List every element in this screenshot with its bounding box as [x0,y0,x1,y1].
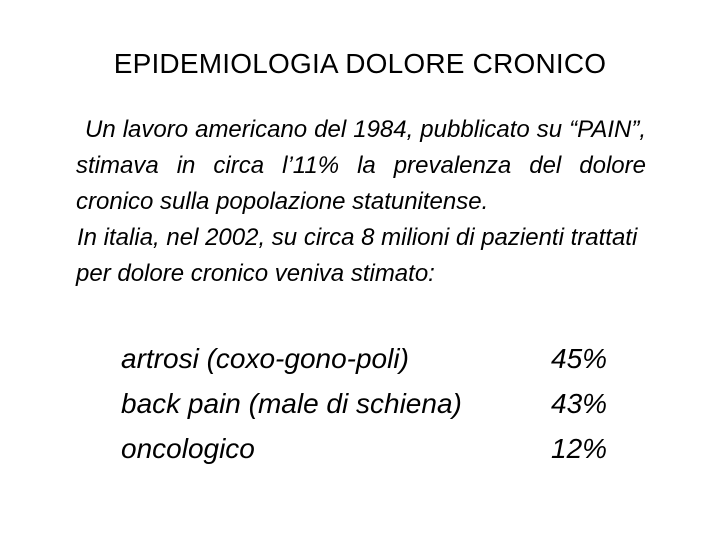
item-percentage: 45% [551,343,608,374]
list-item [121,336,621,381]
item-label: back pain (male di schiena) [121,388,462,419]
item-percentage: 12% [551,433,608,464]
slide-title: EPIDEMIOLOGIA DOLORE CRONICO [113,48,607,79]
list-item [121,426,621,471]
item-percentage: 43% [551,388,608,419]
paragraph-1984-study: Un lavoro americano del 1984, pubblicato su “PAIN”, stimava in circa l’11% la prevalenza del dolore cronico sulla popolazione statunitense. [76,116,646,215]
pain-causes-list [121,336,621,471]
slide-body [76,112,646,292]
list-item [121,381,621,426]
paragraph-italy-2002: In italia, nel 2002, su circa 8 milioni di pazienti trattati per dolore cronico veniva stimato: [76,224,638,287]
item-label: artrosi (coxo-gono-poli) [121,343,409,374]
item-label: oncologico [121,433,255,464]
